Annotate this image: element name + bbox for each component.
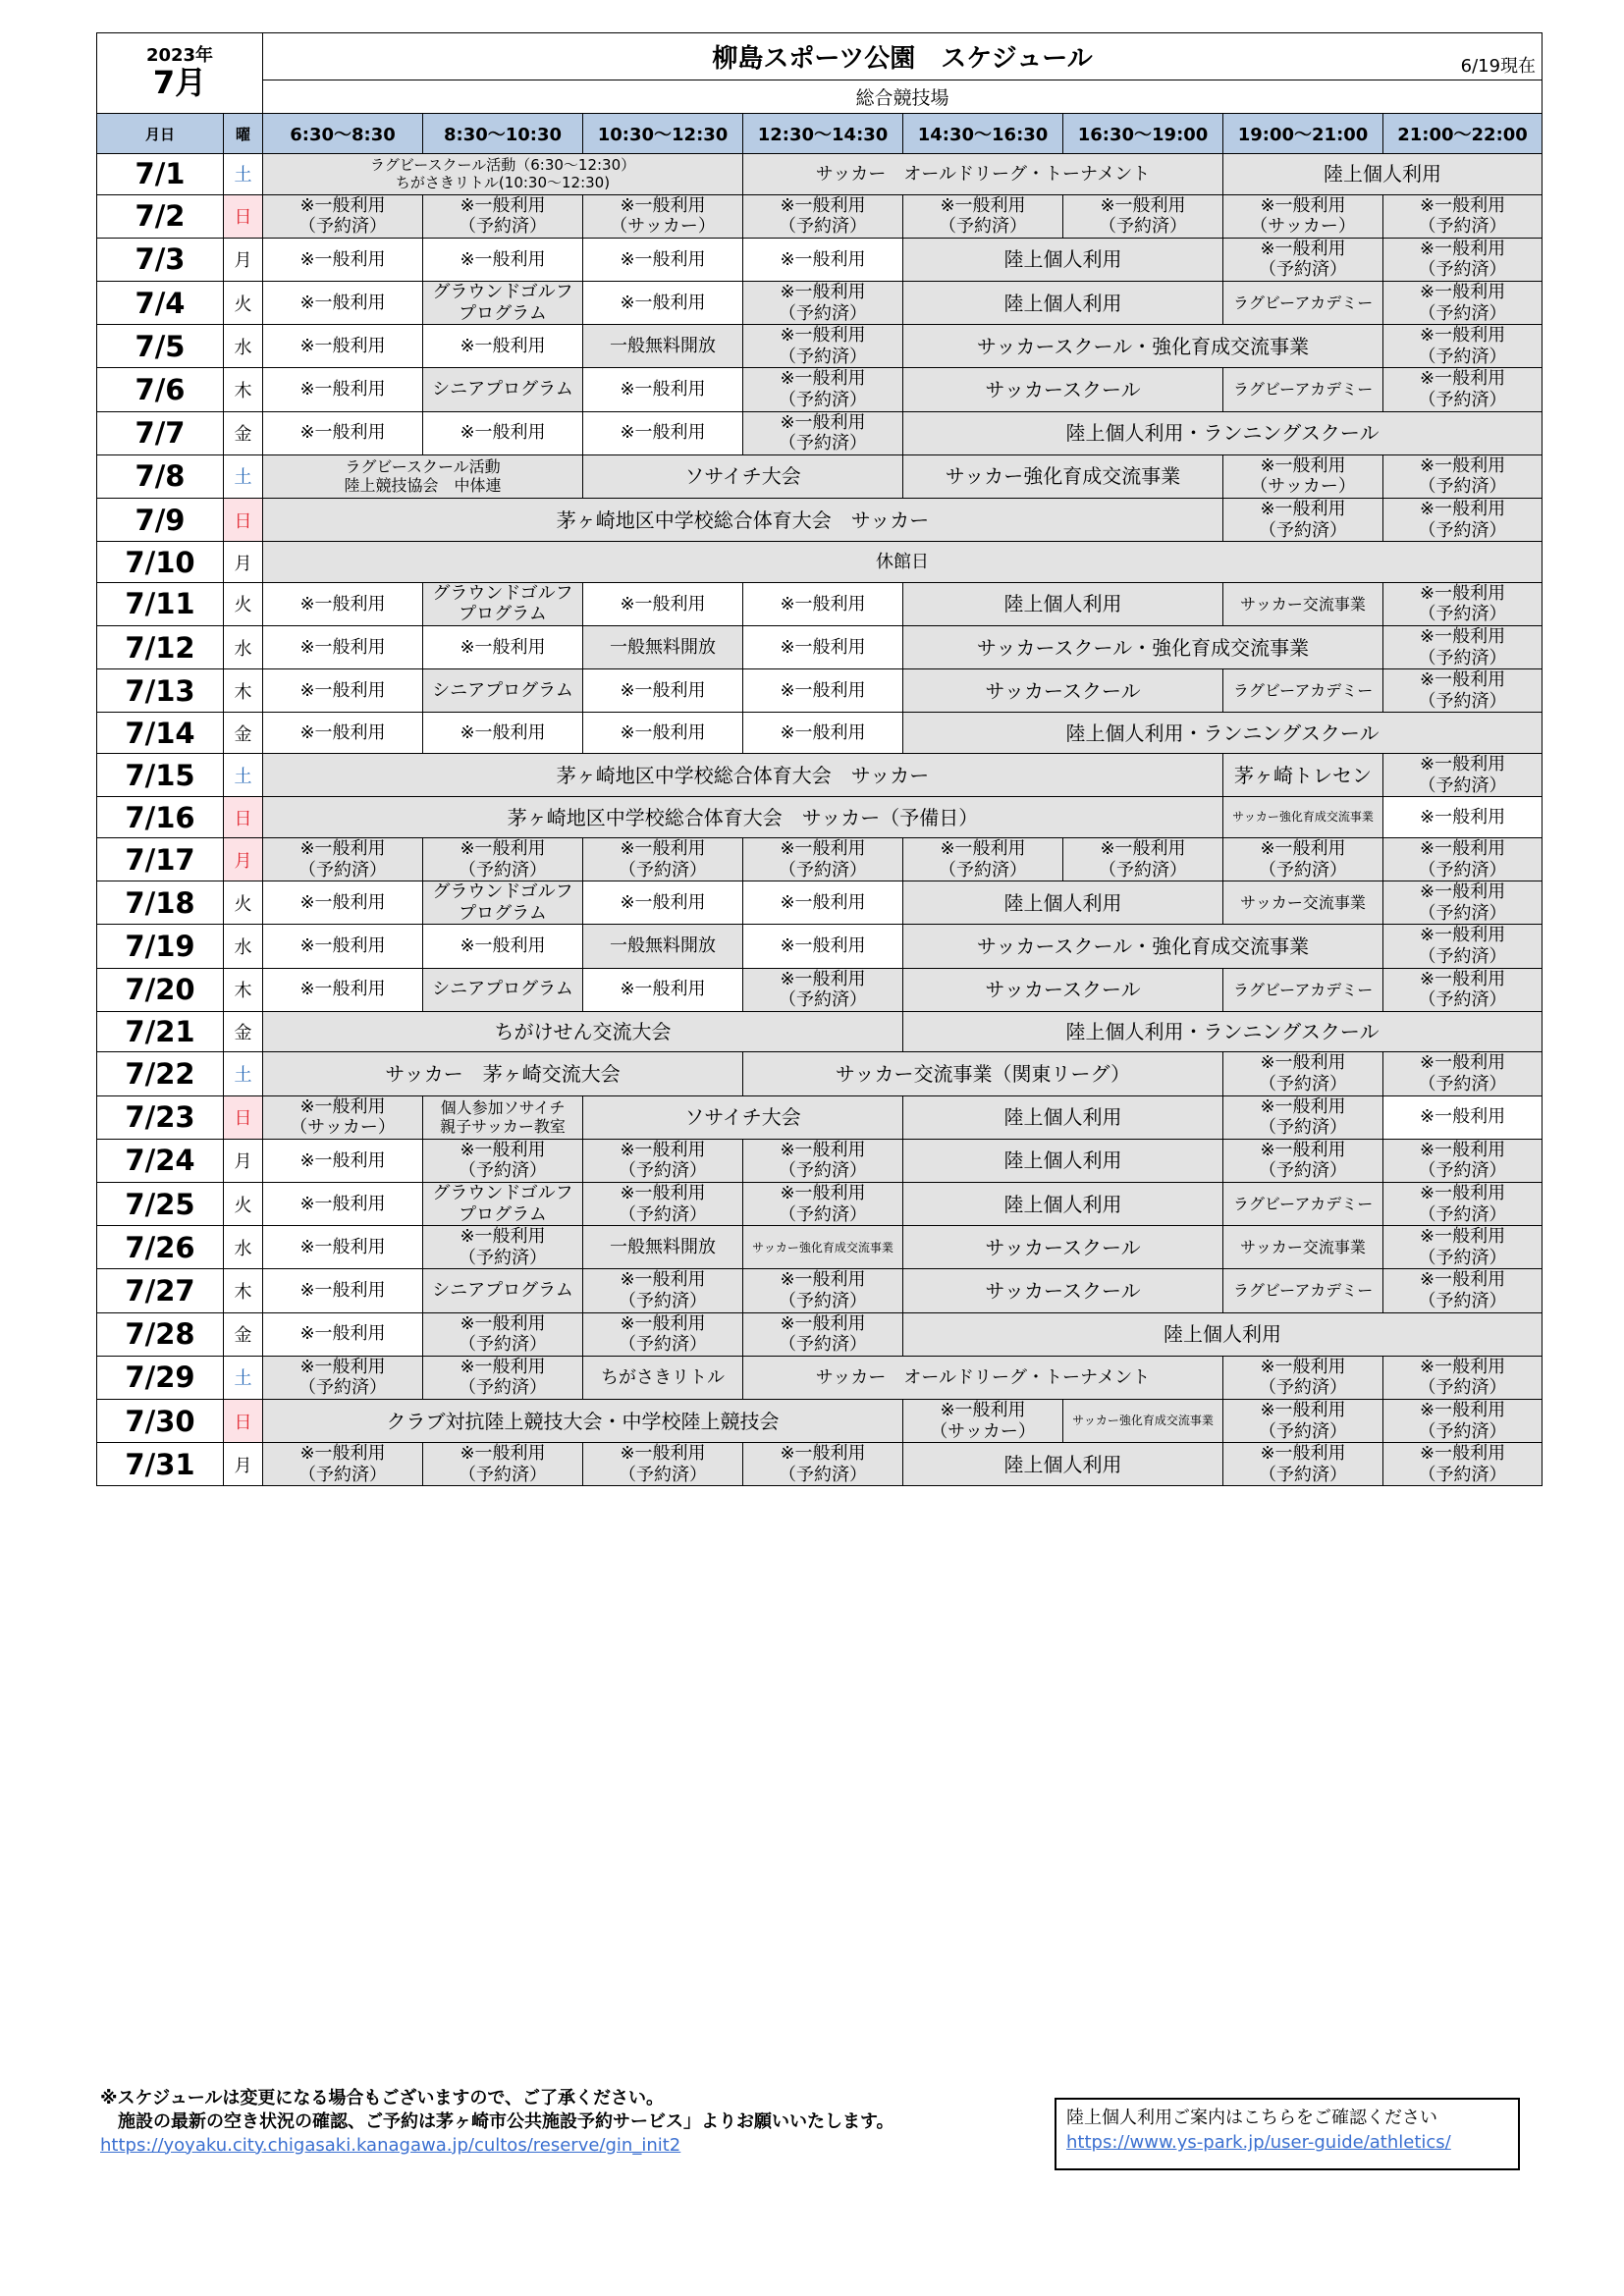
- schedule-cell: ※一般利用: [263, 1312, 423, 1356]
- row-date: 7/22: [97, 1052, 224, 1095]
- schedule-cell: ※一般利用 （予約済）: [1383, 881, 1543, 925]
- schedule-row: [97, 1226, 1543, 1269]
- row-date: 7/31: [97, 1443, 224, 1486]
- schedule-cell: ※一般利用 （予約済）: [423, 1226, 583, 1269]
- schedule-cell: ラグビーアカデミー: [1223, 669, 1383, 713]
- schedule-cell: 茅ヶ崎トレセン: [1223, 754, 1383, 797]
- schedule-cell: グラウンドゴルフ プログラム: [423, 1183, 583, 1226]
- column-header-date: 月日: [97, 114, 224, 154]
- row-date: 7/29: [97, 1356, 224, 1399]
- schedule-cell: ※一般利用 （予約済）: [743, 1269, 903, 1312]
- schedule-row: [97, 1443, 1543, 1486]
- schedule-cell: ※一般利用 （予約済）: [423, 838, 583, 881]
- row-day-of-week: 木: [224, 968, 263, 1011]
- schedule-cell: ※一般利用: [263, 713, 423, 754]
- schedule-cell: ※一般利用 （予約済）: [1223, 1356, 1383, 1399]
- schedule-cell: ※一般利用 （予約済）: [423, 194, 583, 238]
- schedule-row: [97, 968, 1543, 1011]
- schedule-cell: 茅ヶ崎地区中学校総合体育大会 サッカー（予備日）: [263, 797, 1223, 838]
- schedule-row: [97, 1011, 1543, 1052]
- schedule-row: [97, 499, 1543, 542]
- title-text: 柳島スポーツ公園 スケジュール: [712, 44, 1093, 74]
- schedule-row: [97, 925, 1543, 968]
- schedule-cell: 陸上個人利用・ランニングスクール: [903, 411, 1543, 454]
- schedule-row: [97, 582, 1543, 625]
- schedule-cell: ※一般利用 （予約済）: [903, 838, 1063, 881]
- schedule-cell: 陸上個人利用: [903, 238, 1223, 281]
- schedule-cell: ※一般利用: [583, 881, 743, 925]
- schedule-cell: グラウンドゴルフ プログラム: [423, 282, 583, 325]
- row-day-of-week: 日: [224, 1399, 263, 1442]
- schedule-cell: ※一般利用: [583, 368, 743, 411]
- schedule-cell: サッカー交流事業（関東リーグ）: [743, 1052, 1223, 1095]
- schedule-cell: ※一般利用: [743, 626, 903, 669]
- schedule-cell: ※一般利用 （予約済）: [1383, 1356, 1543, 1399]
- row-day-of-week: 金: [224, 411, 263, 454]
- column-header-slot: 14:30～16:30: [903, 114, 1063, 154]
- schedule-cell: ラグビーアカデミー: [1223, 1183, 1383, 1226]
- row-date: 7/27: [97, 1269, 224, 1312]
- row-day-of-week: 土: [224, 454, 263, 498]
- schedule-cell: ※一般利用 （予約済）: [583, 1183, 743, 1226]
- row-date: 7/30: [97, 1399, 224, 1442]
- schedule-cell: ※一般利用 （予約済）: [423, 1443, 583, 1486]
- schedule-cell: ラグビーアカデミー: [1223, 282, 1383, 325]
- row-date: 7/13: [97, 669, 224, 713]
- schedule-row: [97, 368, 1543, 411]
- row-date: 7/21: [97, 1011, 224, 1052]
- row-date: 7/28: [97, 1312, 224, 1356]
- schedule-row: [97, 1139, 1543, 1182]
- row-day-of-week: 水: [224, 325, 263, 368]
- schedule-cell: ※一般利用 （予約済）: [743, 325, 903, 368]
- schedule-cell: グラウンドゴルフ プログラム: [423, 582, 583, 625]
- schedule-cell: ※一般利用 （予約済）: [743, 282, 903, 325]
- schedule-cell: ※一般利用 （予約済）: [743, 194, 903, 238]
- schedule-cell: ※一般利用: [263, 238, 423, 281]
- info-text: 陸上個人利用ご案内はこちらをご確認ください: [1066, 2108, 1437, 2128]
- row-day-of-week: 月: [224, 238, 263, 281]
- schedule-cell: ※一般利用 （予約済）: [1063, 838, 1223, 881]
- year-label: 2023年: [145, 45, 214, 66]
- schedule-cell: ラグビースクール活動 陸上競技協会 中体連: [263, 454, 583, 498]
- page-title: [263, 33, 1543, 80]
- schedule-cell: ※一般利用 （予約済）: [1223, 1443, 1383, 1486]
- schedule-cell: 一般無料開放: [583, 925, 743, 968]
- schedule-cell: クラブ対抗陸上競技大会・中学校陸上競技会: [263, 1399, 903, 1442]
- schedule-cell: ※一般利用 （予約済）: [743, 838, 903, 881]
- schedule-cell: サッカー交流事業: [1223, 582, 1383, 625]
- schedule-cell: ※一般利用 （予約済）: [1383, 454, 1543, 498]
- row-date: 7/12: [97, 626, 224, 669]
- schedule-cell: ※一般利用: [263, 925, 423, 968]
- schedule-cell: ※一般利用 （予約済）: [1383, 968, 1543, 1011]
- row-day-of-week: 月: [224, 1139, 263, 1182]
- schedule-cell: 個人参加ソサイチ 親子サッカー教室: [423, 1095, 583, 1139]
- schedule-row: [97, 1183, 1543, 1226]
- schedule-cell: ※一般利用 （予約済）: [743, 411, 903, 454]
- schedule-cell: ※一般利用 （予約済）: [1063, 194, 1223, 238]
- schedule-cell: ※一般利用 （予約済）: [1223, 1052, 1383, 1095]
- schedule-row: [97, 282, 1543, 325]
- schedule-cell: 陸上個人利用: [903, 1139, 1223, 1182]
- schedule-cell: シニアプログラム: [423, 968, 583, 1011]
- row-date: 7/9: [97, 499, 224, 542]
- schedule-cell: ※一般利用: [263, 1183, 423, 1226]
- schedule-cell: ※一般利用: [583, 582, 743, 625]
- schedule-cell: ※一般利用: [743, 881, 903, 925]
- schedule-row: [97, 1052, 1543, 1095]
- row-day-of-week: 木: [224, 368, 263, 411]
- schedule-cell: ※一般利用: [263, 881, 423, 925]
- schedule-cell: サッカー強化育成交流事業: [1063, 1399, 1223, 1442]
- row-date: 7/25: [97, 1183, 224, 1226]
- column-header-slot: 6:30～8:30: [263, 114, 423, 154]
- schedule-cell: サッカー強化育成交流事業: [903, 454, 1223, 498]
- column-header-dow: 曜: [224, 114, 263, 154]
- row-day-of-week: 月: [224, 1443, 263, 1486]
- schedule-cell: ※一般利用: [263, 411, 423, 454]
- schedule-cell: ソサイチ大会: [583, 454, 903, 498]
- schedule-row: [97, 838, 1543, 881]
- schedule-cell: ※一般利用 （予約済）: [263, 1443, 423, 1486]
- schedule-row: [97, 238, 1543, 281]
- schedule-cell: サッカースクール: [903, 368, 1223, 411]
- row-day-of-week: 水: [224, 626, 263, 669]
- schedule-cell: 陸上個人利用: [1223, 154, 1543, 195]
- schedule-cell: サッカースクール・強化育成交流事業: [903, 925, 1383, 968]
- schedule-cell: ちがけせん交流大会: [263, 1011, 903, 1052]
- schedule-cell: ※一般利用 （サッカー）: [903, 1399, 1063, 1442]
- venue-name: 総合競技場: [263, 80, 1543, 114]
- schedule-cell: ※一般利用: [263, 626, 423, 669]
- schedule-cell: ※一般利用: [263, 368, 423, 411]
- schedule-cell: ※一般利用 （予約済）: [1383, 1183, 1543, 1226]
- schedule-cell: ※一般利用 （予約済）: [743, 1139, 903, 1182]
- schedule-cell: ※一般利用 （予約済）: [743, 1183, 903, 1226]
- schedule-cell: サッカースクール: [903, 968, 1223, 1011]
- schedule-cell: ※一般利用 （予約済）: [1383, 1399, 1543, 1442]
- row-date: 7/17: [97, 838, 224, 881]
- row-day-of-week: 木: [224, 669, 263, 713]
- schedule-cell: ※一般利用: [743, 582, 903, 625]
- schedule-cell: ※一般利用 （予約済）: [1383, 1443, 1543, 1486]
- row-day-of-week: 火: [224, 881, 263, 925]
- row-day-of-week: 土: [224, 1356, 263, 1399]
- schedule-cell: ※一般利用 （予約済）: [1383, 626, 1543, 669]
- schedule-row: [97, 1399, 1543, 1442]
- schedule-row: [97, 194, 1543, 238]
- schedule-cell: 休館日: [263, 542, 1543, 583]
- schedule-cell: ソサイチ大会: [583, 1095, 903, 1139]
- schedule-cell: ※一般利用 （予約済）: [1383, 669, 1543, 713]
- column-header-slot: 12:30～14:30: [743, 114, 903, 154]
- schedule-cell: ※一般利用: [743, 669, 903, 713]
- schedule-cell: サッカー オールドリーグ・トーナメント: [743, 1356, 1223, 1399]
- schedule-cell: ※一般利用: [423, 411, 583, 454]
- schedule-cell: サッカースクール: [903, 669, 1223, 713]
- row-day-of-week: 水: [224, 1226, 263, 1269]
- column-header-slot: 16:30～19:00: [1063, 114, 1223, 154]
- row-date: 7/8: [97, 454, 224, 498]
- schedule-cell: シニアプログラム: [423, 1269, 583, 1312]
- schedule-cell: 陸上個人利用・ランニングスクール: [903, 713, 1543, 754]
- schedule-row: [97, 754, 1543, 797]
- schedule-cell: サッカー強化育成交流事業: [743, 1226, 903, 1269]
- schedule-sheet: [96, 32, 1542, 1486]
- row-day-of-week: 火: [224, 282, 263, 325]
- schedule-cell: サッカースクール: [903, 1269, 1223, 1312]
- schedule-row: [97, 881, 1543, 925]
- schedule-cell: ※一般利用 （予約済）: [423, 1312, 583, 1356]
- schedule-cell: ※一般利用: [743, 925, 903, 968]
- schedule-cell: 陸上個人利用: [903, 582, 1223, 625]
- schedule-cell: ※一般利用: [1383, 797, 1543, 838]
- row-date: 7/20: [97, 968, 224, 1011]
- schedule-cell: グラウンドゴルフ プログラム: [423, 881, 583, 925]
- year-month-header: [97, 33, 263, 114]
- schedule-cell: 一般無料開放: [583, 325, 743, 368]
- schedule-cell: ※一般利用 （予約済）: [1383, 1269, 1543, 1312]
- schedule-cell: サッカースクール・強化育成交流事業: [903, 325, 1383, 368]
- schedule-cell: ※一般利用 （予約済）: [1383, 1052, 1543, 1095]
- schedule-cell: ※一般利用 （予約済）: [1383, 838, 1543, 881]
- row-day-of-week: 金: [224, 1312, 263, 1356]
- schedule-cell: ※一般利用 （予約済）: [423, 1139, 583, 1182]
- schedule-cell: ※一般利用: [743, 238, 903, 281]
- schedule-cell: サッカー交流事業: [1223, 881, 1383, 925]
- schedule-cell: ※一般利用 （予約済）: [743, 1312, 903, 1356]
- schedule-cell: ※一般利用: [1383, 1095, 1543, 1139]
- schedule-cell: ちがさきリトル: [583, 1356, 743, 1399]
- schedule-cell: ※一般利用: [423, 626, 583, 669]
- schedule-cell: サッカー強化育成交流事業: [1223, 797, 1383, 838]
- schedule-cell: ※一般利用 （予約済）: [263, 1356, 423, 1399]
- schedule-cell: ※一般利用 （予約済）: [1383, 368, 1543, 411]
- schedule-cell: ※一般利用 （サッカー）: [583, 194, 743, 238]
- row-date: 7/24: [97, 1139, 224, 1182]
- schedule-row: [97, 626, 1543, 669]
- schedule-cell: ※一般利用 （予約済）: [583, 838, 743, 881]
- column-header-slot: 19:00～21:00: [1223, 114, 1383, 154]
- schedule-cell: ※一般利用 （予約済）: [1383, 499, 1543, 542]
- schedule-cell: ※一般利用: [263, 968, 423, 1011]
- schedule-cell: ※一般利用 （予約済）: [1383, 238, 1543, 281]
- schedule-cell: ※一般利用 （予約済）: [1383, 925, 1543, 968]
- schedule-cell: 陸上個人利用: [903, 1183, 1223, 1226]
- schedule-table: [96, 32, 1543, 1486]
- schedule-cell: ※一般利用 （予約済）: [743, 968, 903, 1011]
- schedule-cell: ※一般利用: [263, 1139, 423, 1182]
- note-line-1: ※スケジュールは変更になる場合もございますので、ご了承ください。: [100, 2088, 665, 2109]
- column-header-slot: 10:30～12:30: [583, 114, 743, 154]
- schedule-cell: ※一般利用 （予約済）: [1383, 325, 1543, 368]
- schedule-cell: ラグビーアカデミー: [1223, 1269, 1383, 1312]
- schedule-cell: ※一般利用: [263, 582, 423, 625]
- schedule-row: [97, 669, 1543, 713]
- row-date: 7/5: [97, 325, 224, 368]
- schedule-cell: ※一般利用: [583, 713, 743, 754]
- schedule-row: [97, 1356, 1543, 1399]
- schedule-cell: サッカースクール・強化育成交流事業: [903, 626, 1383, 669]
- schedule-cell: 一般無料開放: [583, 1226, 743, 1269]
- row-day-of-week: 水: [224, 925, 263, 968]
- schedule-cell: ※一般利用: [583, 282, 743, 325]
- schedule-cell: シニアプログラム: [423, 669, 583, 713]
- schedule-row: [97, 1312, 1543, 1356]
- schedule-row: [97, 1095, 1543, 1139]
- schedule-cell: 陸上個人利用: [903, 1312, 1543, 1356]
- schedule-cell: 一般無料開放: [583, 626, 743, 669]
- row-day-of-week: 金: [224, 1011, 263, 1052]
- schedule-cell: サッカー 茅ヶ崎交流大会: [263, 1052, 743, 1095]
- schedule-cell: ※一般利用 （予約済）: [1383, 194, 1543, 238]
- row-date: 7/4: [97, 282, 224, 325]
- row-day-of-week: 月: [224, 838, 263, 881]
- schedule-cell: ※一般利用 （予約済）: [583, 1269, 743, 1312]
- schedule-cell: ※一般利用: [263, 325, 423, 368]
- schedule-cell: ※一般利用 （予約済）: [1223, 499, 1383, 542]
- column-header-row: [97, 114, 1543, 154]
- row-date: 7/11: [97, 582, 224, 625]
- schedule-cell: ※一般利用: [423, 325, 583, 368]
- row-day-of-week: 土: [224, 154, 263, 195]
- schedule-cell: 陸上個人利用: [903, 1095, 1223, 1139]
- schedule-cell: ※一般利用 （予約済）: [903, 194, 1063, 238]
- row-date: 7/10: [97, 542, 224, 583]
- schedule-cell: ※一般利用: [743, 713, 903, 754]
- reservation-link[interactable]: https://yoyaku.city.chigasaki.kanagawa.jp/cultos/reserve/gin_init2: [100, 2134, 681, 2156]
- schedule-cell: ※一般利用 （予約済）: [583, 1443, 743, 1486]
- row-date: 7/2: [97, 194, 224, 238]
- schedule-cell: ※一般利用: [583, 968, 743, 1011]
- schedule-cell: ※一般利用 （予約済）: [583, 1312, 743, 1356]
- row-date: 7/19: [97, 925, 224, 968]
- schedule-cell: ※一般利用: [423, 238, 583, 281]
- row-date: 7/7: [97, 411, 224, 454]
- row-day-of-week: 木: [224, 1269, 263, 1312]
- row-date: 7/18: [97, 881, 224, 925]
- schedule-cell: ※一般利用 （予約済）: [1383, 582, 1543, 625]
- schedule-cell: ※一般利用: [263, 282, 423, 325]
- row-date: 7/1: [97, 154, 224, 195]
- row-day-of-week: 金: [224, 713, 263, 754]
- schedule-cell: ※一般利用 （予約済）: [1383, 754, 1543, 797]
- schedule-cell: ※一般利用 （予約済）: [1223, 838, 1383, 881]
- schedule-cell: ※一般利用 （予約済）: [583, 1139, 743, 1182]
- schedule-cell: 陸上個人利用: [903, 1443, 1223, 1486]
- row-date: 7/23: [97, 1095, 224, 1139]
- schedule-cell: 茅ヶ崎地区中学校総合体育大会 サッカー: [263, 754, 1223, 797]
- schedule-cell: ※一般利用 （予約済）: [743, 1443, 903, 1486]
- schedule-cell: ※一般利用 （予約済）: [1223, 1095, 1383, 1139]
- column-header-slot: 21:00～22:00: [1383, 114, 1543, 154]
- row-date: 7/16: [97, 797, 224, 838]
- schedule-cell: ※一般利用 （予約済）: [1383, 282, 1543, 325]
- row-day-of-week: 火: [224, 582, 263, 625]
- schedule-cell: 陸上個人利用: [903, 282, 1223, 325]
- schedule-cell: ラグビースクール活動（6:30～12:30） ちがさきリトル(10:30～12:30): [263, 154, 743, 195]
- schedule-cell: ※一般利用: [263, 669, 423, 713]
- row-day-of-week: 日: [224, 194, 263, 238]
- schedule-cell: サッカー交流事業: [1223, 1226, 1383, 1269]
- schedule-row: [97, 411, 1543, 454]
- row-day-of-week: 日: [224, 1095, 263, 1139]
- schedule-row: [97, 542, 1543, 583]
- schedule-cell: ※一般利用 （予約済）: [1223, 238, 1383, 281]
- schedule-cell: ※一般利用 （予約済）: [743, 368, 903, 411]
- as-of-date: 6/19現在: [1460, 56, 1537, 77]
- schedule-row: [97, 713, 1543, 754]
- schedule-cell: ※一般利用 （予約済）: [263, 194, 423, 238]
- schedule-cell: 陸上個人利用・ランニングスクール: [903, 1011, 1543, 1052]
- row-day-of-week: 月: [224, 542, 263, 583]
- row-day-of-week: 火: [224, 1183, 263, 1226]
- column-header-slot: 8:30～10:30: [423, 114, 583, 154]
- schedule-cell: ※一般利用: [583, 669, 743, 713]
- row-date: 7/3: [97, 238, 224, 281]
- schedule-cell: ※一般利用 （予約済）: [263, 838, 423, 881]
- athletics-info-box: [1055, 2098, 1520, 2170]
- schedule-cell: ※一般利用: [423, 713, 583, 754]
- schedule-cell: シニアプログラム: [423, 368, 583, 411]
- schedule-cell: ※一般利用: [583, 411, 743, 454]
- schedule-cell: ※一般利用 （サッカー）: [263, 1095, 423, 1139]
- schedule-cell: ラグビーアカデミー: [1223, 968, 1383, 1011]
- schedule-row: [97, 325, 1543, 368]
- schedule-cell: ※一般利用 （サッカー）: [1223, 454, 1383, 498]
- athletics-guide-link[interactable]: https://www.ys-park.jp/user-guide/athletics/: [1066, 2132, 1451, 2154]
- schedule-cell: ラグビーアカデミー: [1223, 368, 1383, 411]
- row-date: 7/26: [97, 1226, 224, 1269]
- schedule-cell: ※一般利用: [583, 238, 743, 281]
- schedule-cell: ※一般利用 （サッカー）: [1223, 194, 1383, 238]
- row-day-of-week: 日: [224, 499, 263, 542]
- schedule-cell: ※一般利用: [263, 1226, 423, 1269]
- schedule-cell: 陸上個人利用: [903, 881, 1223, 925]
- schedule-row: [97, 1269, 1543, 1312]
- schedule-cell: ※一般利用 （予約済）: [423, 1356, 583, 1399]
- note-line-2: 施設の最新の空き状況の確認、ご予約は茅ヶ崎市公共施設予約サービス」よりお願いいたします。: [100, 2110, 894, 2132]
- schedule-cell: ※一般利用 （予約済）: [1223, 1139, 1383, 1182]
- month-label: 7月: [152, 63, 207, 101]
- schedule-cell: サッカースクール: [903, 1226, 1223, 1269]
- schedule-cell: ※一般利用: [423, 925, 583, 968]
- row-day-of-week: 土: [224, 1052, 263, 1095]
- schedule-cell: 茅ヶ崎地区中学校総合体育大会 サッカー: [263, 499, 1223, 542]
- schedule-cell: サッカー オールドリーグ・トーナメント: [743, 154, 1223, 195]
- footer-notes: [100, 2087, 894, 2157]
- row-date: 7/6: [97, 368, 224, 411]
- schedule-row: [97, 154, 1543, 195]
- schedule-row: [97, 797, 1543, 838]
- schedule-cell: ※一般利用: [263, 1269, 423, 1312]
- schedule-cell: ※一般利用 （予約済）: [1223, 1399, 1383, 1442]
- row-day-of-week: 土: [224, 754, 263, 797]
- schedule-row: [97, 454, 1543, 498]
- schedule-cell: ※一般利用 （予約済）: [1383, 1226, 1543, 1269]
- row-day-of-week: 日: [224, 797, 263, 838]
- row-date: 7/14: [97, 713, 224, 754]
- schedule-cell: ※一般利用 （予約済）: [1383, 1139, 1543, 1182]
- row-date: 7/15: [97, 754, 224, 797]
